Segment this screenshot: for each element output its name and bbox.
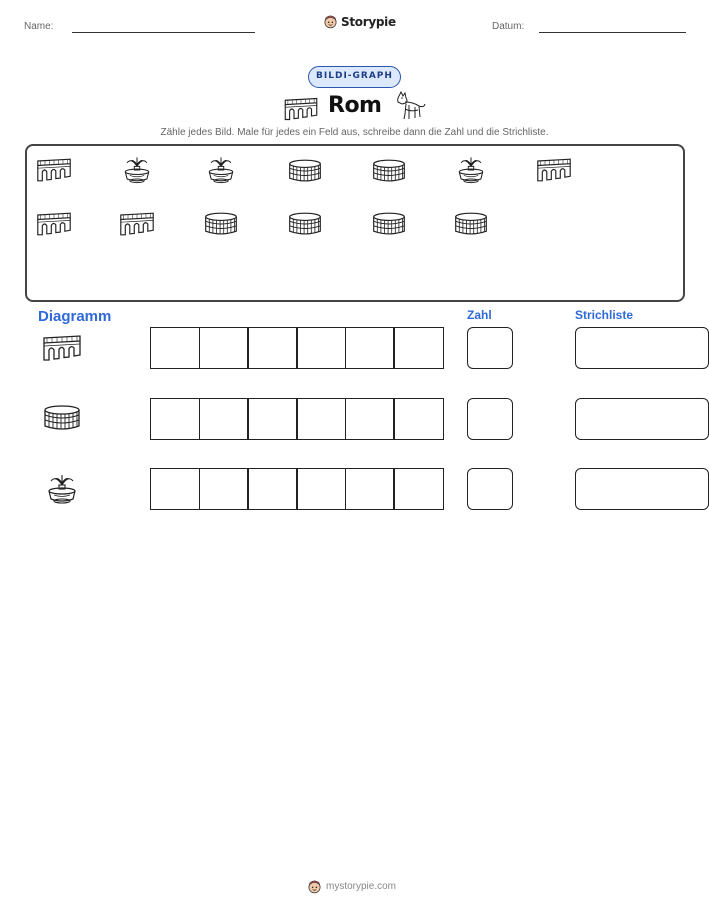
fountain-icon (119, 152, 155, 188)
storypie-mascot-icon (323, 14, 338, 29)
colosseum-icon (453, 208, 489, 240)
aqueduct-icon (36, 154, 72, 186)
graph-cell[interactable] (296, 398, 346, 440)
worksheet-badge: BILDI-GRAPH (308, 66, 401, 88)
picture-box (25, 144, 685, 302)
storypie-mascot-icon (307, 879, 322, 894)
number-label: Zahl (467, 308, 492, 322)
date-label: Datum: (492, 21, 525, 32)
graph-cell[interactable] (393, 468, 443, 510)
graph-row-aqueduct (150, 327, 444, 369)
title-row (281, 90, 431, 124)
page-title: Rom (328, 93, 382, 118)
name-label: Name: (24, 21, 54, 32)
colosseum-icon (42, 400, 82, 436)
fountain-icon (453, 152, 489, 188)
graph-cell[interactable] (199, 468, 249, 510)
graph-row-fountain (150, 468, 444, 510)
colosseum-icon (287, 155, 323, 187)
graph-cell[interactable] (393, 327, 443, 369)
graph-cell[interactable] (345, 468, 395, 510)
tally-box[interactable] (575, 327, 709, 369)
diagram-label: Diagramm (38, 308, 112, 325)
colosseum-icon (287, 208, 323, 240)
fountain-icon (42, 471, 82, 507)
graph-cell[interactable] (150, 398, 200, 440)
aqueduct-icon (42, 330, 82, 366)
name-line[interactable] (72, 32, 255, 33)
graph-cell[interactable] (345, 398, 395, 440)
wolf-icon (393, 90, 427, 124)
storypie-logo (323, 14, 396, 29)
footer (307, 879, 396, 894)
tally-box[interactable] (575, 468, 709, 510)
fountain-icon (203, 152, 239, 188)
brand-name: Storypie (341, 14, 396, 29)
tally-label: Strichliste (575, 308, 634, 322)
graph-cell[interactable] (247, 327, 297, 369)
colosseum-icon (371, 208, 407, 240)
graph-row-colosseum (150, 398, 444, 440)
graph-cell[interactable] (247, 468, 297, 510)
graph-cell[interactable] (150, 468, 200, 510)
graph-cell[interactable] (345, 327, 395, 369)
tally-box[interactable] (575, 398, 709, 440)
aqueduct-icon (281, 95, 321, 123)
number-box[interactable] (467, 468, 513, 510)
colosseum-icon (371, 155, 407, 187)
number-box[interactable] (467, 398, 513, 440)
aqueduct-icon (119, 208, 155, 240)
instructions: Zähle jedes Bild. Male für jedes ein Feld aus, schreibe dann die Zahl und die Strichliste. (160, 127, 549, 138)
aqueduct-icon (536, 154, 572, 186)
footer-url[interactable]: mystorypie.com (326, 881, 397, 892)
graph-cell[interactable] (150, 327, 200, 369)
aqueduct-icon (36, 208, 72, 240)
graph-cell[interactable] (296, 468, 346, 510)
colosseum-icon (203, 208, 239, 240)
graph-cell[interactable] (199, 327, 249, 369)
number-box[interactable] (467, 327, 513, 369)
date-line[interactable] (539, 32, 686, 33)
graph-cell[interactable] (296, 327, 346, 369)
graph-cell[interactable] (247, 398, 297, 440)
graph-cell[interactable] (393, 398, 443, 440)
graph-cell[interactable] (199, 398, 249, 440)
